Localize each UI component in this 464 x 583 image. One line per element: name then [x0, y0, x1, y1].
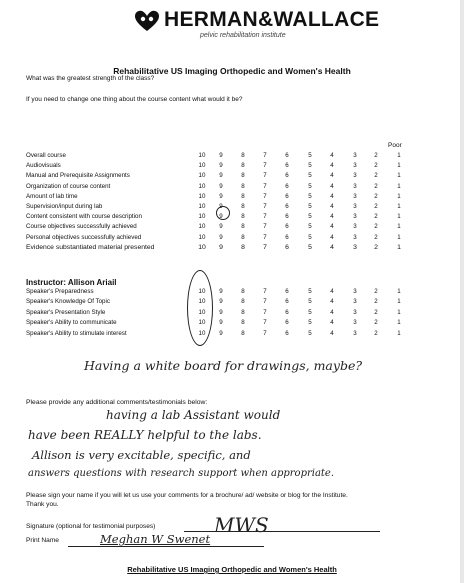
rating-option[interactable]: 3	[353, 172, 357, 180]
rating-option[interactable]: 3	[353, 213, 357, 221]
rating-option[interactable]: 4	[330, 288, 334, 295]
rating-option[interactable]: 2	[374, 308, 378, 316]
rating-row	[26, 233, 446, 243]
rating-option[interactable]: 8	[241, 172, 245, 180]
rating-option[interactable]: 1	[397, 172, 401, 180]
thank-you-text: Thank you.	[26, 501, 59, 508]
rating-option[interactable]: 2	[374, 288, 378, 295]
rating-option[interactable]: 9	[219, 329, 223, 337]
rating-option[interactable]: 1	[397, 162, 401, 170]
rating-row-label: Audiovisuals	[26, 162, 61, 170]
rating-row-label: Content consistent with course description	[26, 213, 142, 221]
comments-prompt: Please provide any additional comments/testimonials below:	[26, 399, 208, 406]
rating-option[interactable]: 9	[219, 213, 223, 221]
rating-option[interactable]: 7	[263, 308, 267, 316]
rating-option[interactable]: 4	[330, 298, 334, 306]
rating-option[interactable]: 3	[353, 162, 357, 170]
rating-option[interactable]: 9	[219, 233, 223, 241]
rating-option[interactable]: 1	[397, 182, 401, 190]
rating-option[interactable]: 4	[330, 329, 334, 337]
rating-option[interactable]: 5	[308, 213, 312, 221]
rating-row-label: Supervision/input during lab	[26, 203, 103, 210]
rating-option[interactable]: 3	[353, 192, 357, 200]
rating-option[interactable]: 3	[353, 308, 357, 316]
rating-option[interactable]: 9	[219, 243, 223, 251]
circled-column-mark	[187, 270, 213, 346]
rating-row-label: Organization of course content	[26, 182, 111, 190]
rating-option[interactable]: 8	[241, 152, 245, 159]
rating-option[interactable]: 9	[219, 223, 223, 231]
rating-row-label: Personal objectives successfully achieved	[26, 233, 142, 241]
rating-option[interactable]: 4	[330, 182, 334, 190]
form-title: Rehabilitative US Imaging Orthopedic and Women's Health	[113, 66, 351, 76]
handwritten-comment-line: Allison is very excitable, specific, and	[32, 448, 251, 462]
handwritten-comment-line: have been REALLY helpful to the labs.	[28, 428, 262, 442]
handwritten-comment-line: answers questions with research support when appropriate.	[28, 468, 335, 479]
rating-option[interactable]: 9	[219, 203, 223, 210]
rating-option[interactable]: 6	[285, 192, 289, 200]
rating-option[interactable]: 10	[198, 243, 206, 251]
rating-option[interactable]: 5	[308, 182, 312, 190]
rating-option[interactable]: 3	[353, 298, 357, 306]
rating-option[interactable]: 10	[198, 319, 206, 327]
rating-option[interactable]: 1	[397, 308, 401, 316]
rating-row	[26, 318, 446, 328]
rating-row-label: Speaker's Ability to stimulate interest	[26, 329, 127, 337]
rating-option[interactable]: 3	[353, 223, 357, 231]
rating-option[interactable]: 9	[219, 308, 223, 316]
rating-option[interactable]: 6	[285, 152, 289, 159]
rating-option[interactable]: 3	[353, 288, 357, 295]
rating-option[interactable]: 6	[285, 243, 289, 251]
rating-option[interactable]: 3	[353, 203, 357, 210]
rating-option[interactable]: 5	[308, 288, 312, 295]
rating-option[interactable]: 9	[219, 319, 223, 327]
rating-row	[26, 212, 446, 222]
rating-option[interactable]: 1	[397, 329, 401, 337]
rating-option[interactable]: 4	[330, 233, 334, 241]
rating-option[interactable]: 1	[397, 298, 401, 306]
rating-row-label: Evidence substantiated material presented	[26, 243, 155, 251]
rating-row	[26, 202, 446, 212]
rating-option[interactable]: 2	[374, 298, 378, 306]
rating-row	[26, 151, 446, 161]
rating-option[interactable]: 7	[263, 213, 267, 221]
heart-logo-icon	[134, 10, 160, 32]
rating-option[interactable]: 2	[374, 182, 378, 190]
poor-label: Poor	[388, 142, 402, 149]
rating-option[interactable]: 6	[285, 172, 289, 180]
rating-row	[26, 329, 446, 339]
rating-option[interactable]: 2	[374, 203, 378, 210]
rating-option[interactable]: 6	[285, 213, 289, 221]
institute-logo	[130, 8, 380, 44]
rating-option[interactable]: 1	[397, 223, 401, 231]
handwritten-change-answer: Having a white board for drawings, maybe?	[84, 358, 363, 373]
rating-option[interactable]: 2	[374, 243, 378, 251]
rating-option[interactable]: 8	[241, 213, 245, 221]
rating-option[interactable]: 7	[263, 192, 267, 200]
rating-option[interactable]: 6	[285, 223, 289, 231]
rating-option[interactable]: 10	[198, 329, 206, 337]
rating-option[interactable]: 3	[353, 182, 357, 190]
rating-option[interactable]: 5	[308, 223, 312, 231]
rating-option[interactable]: 9	[219, 162, 223, 170]
rating-option[interactable]: 5	[308, 308, 312, 316]
rating-option[interactable]: 6	[285, 288, 289, 295]
rating-option[interactable]: 1	[397, 192, 401, 200]
rating-option[interactable]: 9	[219, 152, 223, 159]
rating-row-label: Speaker's Ability to communicate	[26, 319, 117, 327]
rating-option[interactable]: 3	[353, 243, 357, 251]
rating-option[interactable]: 10	[198, 192, 206, 200]
rating-option[interactable]: 5	[308, 172, 312, 180]
rating-option[interactable]: 8	[241, 203, 245, 210]
rating-row-label: Manual and Prerequisite Assignments	[26, 172, 130, 180]
handwritten-signature: MWS	[214, 513, 269, 537]
rating-option[interactable]: 2	[374, 329, 378, 337]
footer-title: Rehabilitative US Imaging Orthopedic and Women's Health	[127, 565, 337, 574]
rating-option[interactable]: 7	[263, 319, 267, 327]
rating-option[interactable]: 7	[263, 329, 267, 337]
rating-option[interactable]: 5	[308, 233, 312, 241]
rating-option[interactable]: 3	[353, 152, 357, 159]
rating-option[interactable]: 5	[308, 192, 312, 200]
rating-row-label: Speaker's Knowledge Of Topic	[26, 298, 110, 306]
rating-option[interactable]: 8	[241, 182, 245, 190]
rating-row	[26, 182, 446, 192]
rating-option[interactable]: 10	[198, 152, 206, 159]
rating-option[interactable]: 2	[374, 319, 378, 327]
handwritten-print-name: Meghan W Swenet	[100, 532, 211, 546]
rating-option[interactable]: 10	[198, 223, 206, 231]
rating-option[interactable]: 1	[397, 213, 401, 221]
rating-option[interactable]: 5	[308, 152, 312, 159]
rating-option[interactable]: 5	[308, 298, 312, 306]
question-change: If you need to change one thing about the course content what would it be?	[26, 96, 243, 103]
rating-option[interactable]: 4	[330, 192, 334, 200]
rating-row-label: Course objectives successfully achieved	[26, 223, 137, 231]
rating-option[interactable]: 6	[285, 329, 289, 337]
rating-option[interactable]: 1	[397, 319, 401, 327]
rating-option[interactable]: 7	[263, 223, 267, 231]
rating-row	[26, 308, 446, 318]
rating-row	[26, 287, 446, 297]
rating-option[interactable]: 10	[198, 233, 206, 241]
rating-option[interactable]: 7	[263, 288, 267, 295]
rating-option[interactable]: 8	[241, 233, 245, 241]
instructor-heading: Instructor: Allison Ariail	[26, 278, 117, 287]
rating-option[interactable]: 7	[263, 233, 267, 241]
rating-option[interactable]: 8	[241, 308, 245, 316]
rating-option[interactable]: 4	[330, 213, 334, 221]
rating-option[interactable]: 5	[308, 162, 312, 170]
rating-option[interactable]: 5	[308, 243, 312, 251]
rating-option[interactable]: 6	[285, 162, 289, 170]
rating-option[interactable]: 1	[397, 243, 401, 251]
rating-option[interactable]: 7	[263, 162, 267, 170]
rating-row-label: Overall course	[26, 152, 66, 159]
rating-option[interactable]: 10	[198, 203, 206, 210]
print-name-label: Print Name	[26, 537, 59, 544]
rating-option[interactable]: 10	[198, 213, 206, 221]
rating-option[interactable]: 6	[285, 308, 289, 316]
rating-option[interactable]: 8	[241, 329, 245, 337]
rating-option[interactable]: 6	[285, 203, 289, 210]
rating-option[interactable]: 4	[330, 319, 334, 327]
signature-label: Signature (optional for testimonial purposes)	[26, 523, 156, 530]
rating-option[interactable]: 8	[241, 298, 245, 306]
rating-option[interactable]: 10	[198, 308, 206, 316]
rating-option[interactable]: 2	[374, 223, 378, 231]
rating-option[interactable]: 7	[263, 172, 267, 180]
rating-option[interactable]: 9	[219, 182, 223, 190]
rating-row	[26, 161, 446, 171]
rating-option[interactable]: 6	[285, 319, 289, 327]
rating-option[interactable]: 6	[285, 182, 289, 190]
rating-option[interactable]: 3	[353, 329, 357, 337]
rating-option[interactable]: 10	[198, 172, 206, 180]
rating-option[interactable]: 3	[353, 319, 357, 327]
rating-option[interactable]: 6	[285, 233, 289, 241]
rating-option[interactable]: 2	[374, 192, 378, 200]
rating-option[interactable]: 3	[353, 233, 357, 241]
page-edge-shadow	[460, 0, 464, 583]
rating-row	[26, 222, 446, 232]
rating-option[interactable]: 9	[219, 298, 223, 306]
question-strength: What was the greatest strength of the class?	[26, 75, 155, 82]
rating-option[interactable]: 10	[198, 162, 206, 170]
rating-option[interactable]: 4	[330, 308, 334, 316]
rating-row-label: Amount of lab time	[26, 192, 78, 200]
rating-option[interactable]: 8	[241, 243, 245, 251]
rating-option[interactable]: 10	[198, 298, 206, 306]
rating-option[interactable]: 4	[330, 223, 334, 231]
rating-option[interactable]: 1	[397, 233, 401, 241]
rating-option[interactable]: 4	[330, 172, 334, 180]
logo-name: HERMAN&WALLACE	[164, 8, 380, 31]
rating-option[interactable]: 4	[330, 203, 334, 210]
rating-option[interactable]: 1	[397, 152, 401, 159]
rating-option[interactable]: 6	[285, 298, 289, 306]
rating-option[interactable]: 2	[374, 213, 378, 221]
rating-option[interactable]: 2	[374, 162, 378, 170]
rating-option[interactable]: 7	[263, 243, 267, 251]
rating-option[interactable]: 7	[263, 203, 267, 210]
rating-row-label: Speaker's Presentation Style	[26, 308, 106, 316]
rating-row	[26, 243, 446, 253]
rating-option[interactable]: 9	[219, 288, 223, 295]
rating-option[interactable]: 1	[397, 288, 401, 295]
rating-option[interactable]: 1	[397, 203, 401, 210]
rating-option[interactable]: 7	[263, 152, 267, 159]
rating-option[interactable]: 4	[330, 152, 334, 159]
rating-row	[26, 192, 446, 202]
rating-option[interactable]: 10	[198, 288, 206, 295]
rating-row	[26, 171, 446, 181]
rating-option[interactable]: 4	[330, 162, 334, 170]
rating-option[interactable]: 2	[374, 152, 378, 159]
rating-row-label: Speaker's Preparedness	[26, 288, 94, 295]
logo-tagline: pelvic rehabilitation institute	[200, 32, 286, 39]
rating-option[interactable]: 7	[263, 298, 267, 306]
rating-option[interactable]: 8	[241, 223, 245, 231]
rating-option[interactable]: 7	[263, 182, 267, 190]
rating-option[interactable]: 8	[241, 162, 245, 170]
print-name-line	[68, 546, 264, 547]
rating-option[interactable]: 8	[241, 288, 245, 295]
handwritten-comment-line: having a lab Assistant would	[106, 408, 281, 422]
rating-option[interactable]: 5	[308, 203, 312, 210]
rating-option[interactable]: 10	[198, 182, 206, 190]
rating-option[interactable]: 9	[219, 172, 223, 180]
circled-rating-mark	[216, 206, 230, 220]
rating-option[interactable]: 2	[374, 233, 378, 241]
rating-option[interactable]: 4	[330, 243, 334, 251]
permission-text: Please sign your name if you will let us use your comments for a brochure/ ad/ website or blog for the Institute.	[26, 492, 348, 499]
rating-option[interactable]: 5	[308, 329, 312, 337]
rating-option[interactable]: 8	[241, 319, 245, 327]
rating-option[interactable]: 9	[219, 192, 223, 200]
rating-option[interactable]: 8	[241, 192, 245, 200]
rating-option[interactable]: 5	[308, 319, 312, 327]
rating-option[interactable]: 2	[374, 172, 378, 180]
rating-row	[26, 297, 446, 307]
